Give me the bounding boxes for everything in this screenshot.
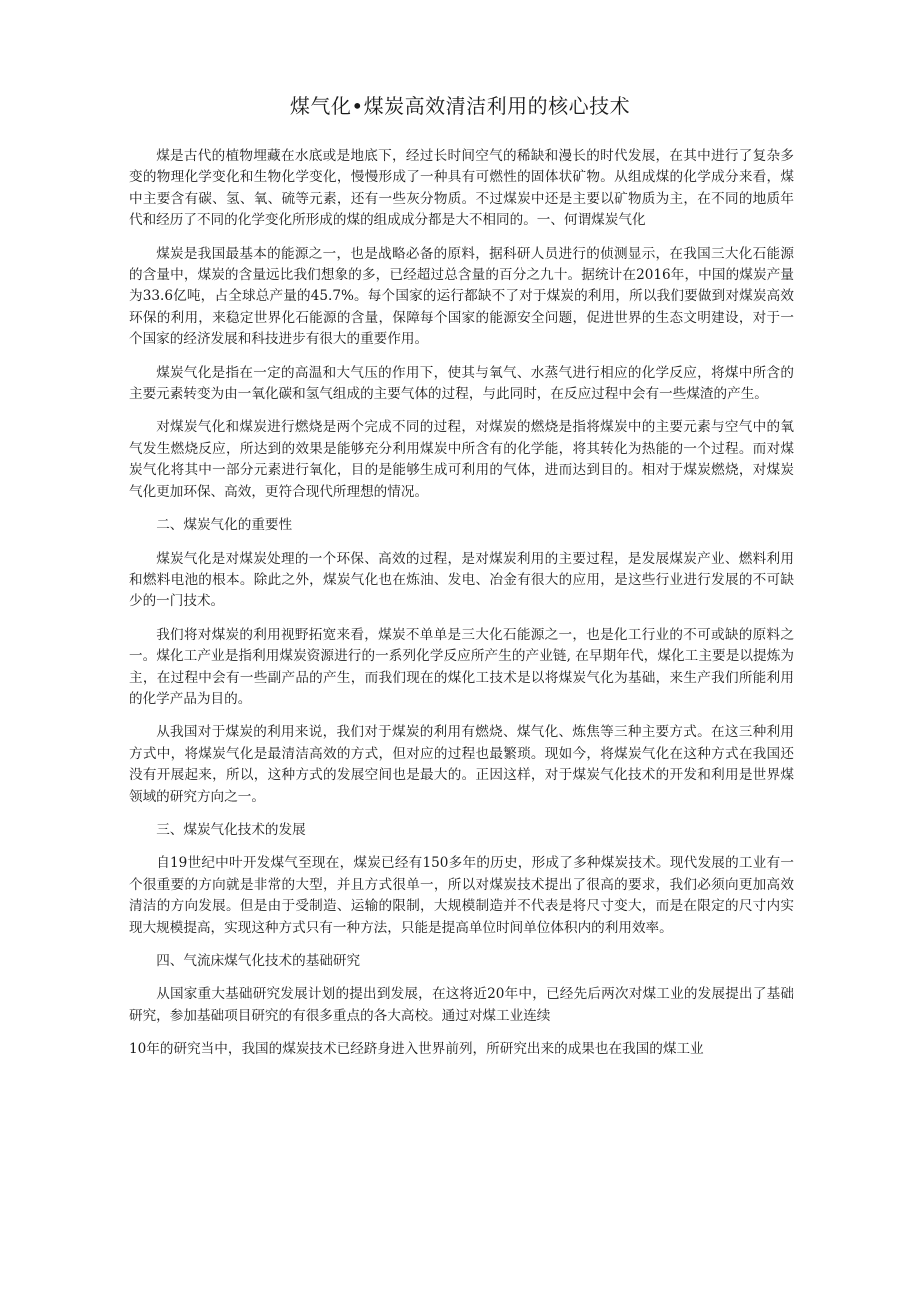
paragraph: 从国家重大基础研究发展计划的提出到发展，在这将近20年中，已经先后两次对煤工业的发展提出了基础研究，参加基础项目研究的有很多重点的各大高校。通过对煤工业连续: [129, 986, 794, 1024]
document-title: 煤气化•煤炭高效清洁利用的核心技术: [289, 94, 631, 118]
section-heading: 三、煤炭气化技术的发展: [156, 821, 306, 838]
paragraph: 煤是古代的植物埋藏在水底或是地底下，经过长时间空气的稀缺和漫长的时代发展，在其中进行了复杂多变的物理化学变化和生物化学变化，慢慢形成了一种具有可燃性的固体状矿物。从组成煤的化学成分来看，煤中主要含有碳、氢、氧、硫等元素，还有一些灰分物质。不过煤炭中还是主要以矿物质为主，在不同的地质年代和经历了不同的化学变化所形成的煤的组成成分都是大不相同的。一、何谓煤炭气化: [129, 148, 794, 229]
paragraph: 从我国对于煤炭的利用来说，我们对于煤炭的利用有燃烧、煤气化、炼焦等三种主要方式。在这三种利用方式中，将煤炭气化是最清洁高效的方式，但对应的过程也最繁琐。现如今，将煤炭气化在这种方式在我国还没有开展起来，所以，这种方式的发展空间也是最大的。正因这样，对于煤炭气化技术的开发和利用是世界煤领域的研究方向之一。: [129, 724, 794, 805]
paragraph: 自19世纪中叶开发煤气至现在，煤炭已经有150多年的历史，形成了多种煤炭技术。现代发展的工业有一个很重要的方向就是非常的大型，并且方式很单一，所以对煤炭技术提出了很高的要求，我们必须向更加高效清洁的方向发展。但是由于受制造、运输的限制，大规模制造并不代表是将尺寸变大，而是在限定的尺寸内实现大规模提高，实现这种方式只有一种方法，只能是提高单位时间单位体积内的利用效率。: [129, 855, 794, 936]
paragraph: 煤炭气化是对煤炭处理的一个环保、高效的过程，是对煤炭利用的主要过程，是发展煤炭产业、燃料利用和燃料电池的根本。除此之外，煤炭气化也在炼油、发电、冶金有很大的应用，是这些行业进行发展的不可缺少的一门技术。: [129, 550, 794, 610]
document-body: [129, 146, 794, 1073]
paragraph: 我们将对煤炭的利用视野拓宽来看，煤炭不单单是三大化石能源之一，也是化工行业的不可或缺的原料之一。煤化工产业是指利用煤炭资源进行的一系列化学反应所产生的产业链, 在早期年代，煤化工主要是以提炼为主，在过程中会有一些副产品的产生，而我们现在的煤化工技术是以将煤炭气化为基础，来生产我们所能利用的化学产品为目的。: [129, 626, 794, 707]
paragraph: 对煤炭气化和煤炭进行燃烧是两个完成不同的过程，对煤炭的燃烧是指将煤炭中的主要元素与空气中的氧气发生燃烧反应，所达到的效果是能够充分利用煤炭中所含有的化学能，将其转化为热能的一个过程。而对煤炭气化将其中一部分元素进行氧化，目的是能够生成可利用的气体，进而达到目的。相对于煤炭燃烧，对煤炭气化更加环保、高效，更符合现代所理想的情况。: [129, 419, 794, 500]
paragraph: 煤炭气化是指在一定的高温和大气压的作用下，使其与氧气、水蒸气进行相应的化学反应，将煤中所含的主要元素转变为由一氧化碳和氢气组成的主要气体的过程，与此同时，在反应过程中会有一些煤渣的产生。: [129, 364, 794, 403]
section-heading: 四、气流床煤气化技术的基础研究: [156, 953, 361, 969]
section-heading: 二、煤炭气化的重要性: [156, 517, 293, 534]
paragraph: 煤炭是我国最基本的能源之一，也是战略必备的原料，据科研人员进行的侦测显示，在我国三大化石能源的含量中，煤炭的含量远比我们想象的多，已经超过总含量的百分之九十。据统计在2016年，中国的煤炭产量为33.6亿吨，占全球总产量的45.7%。每个国家的运行都缺不了对于煤炭的利用，所以我们要做到对煤炭高效环保的利用，来稳定世界化石能源的含量，保障每个国家的能源安全问题，促进世界的生态文明建设，对于一个国家的经济发展和科技进步有很大的重要作用。: [129, 245, 794, 348]
paragraph-continuation: 10年的研究当中，我国的煤炭技术已经跻身进入世界前列，所研究出来的成果也在我国的煤工业: [129, 1041, 704, 1058]
